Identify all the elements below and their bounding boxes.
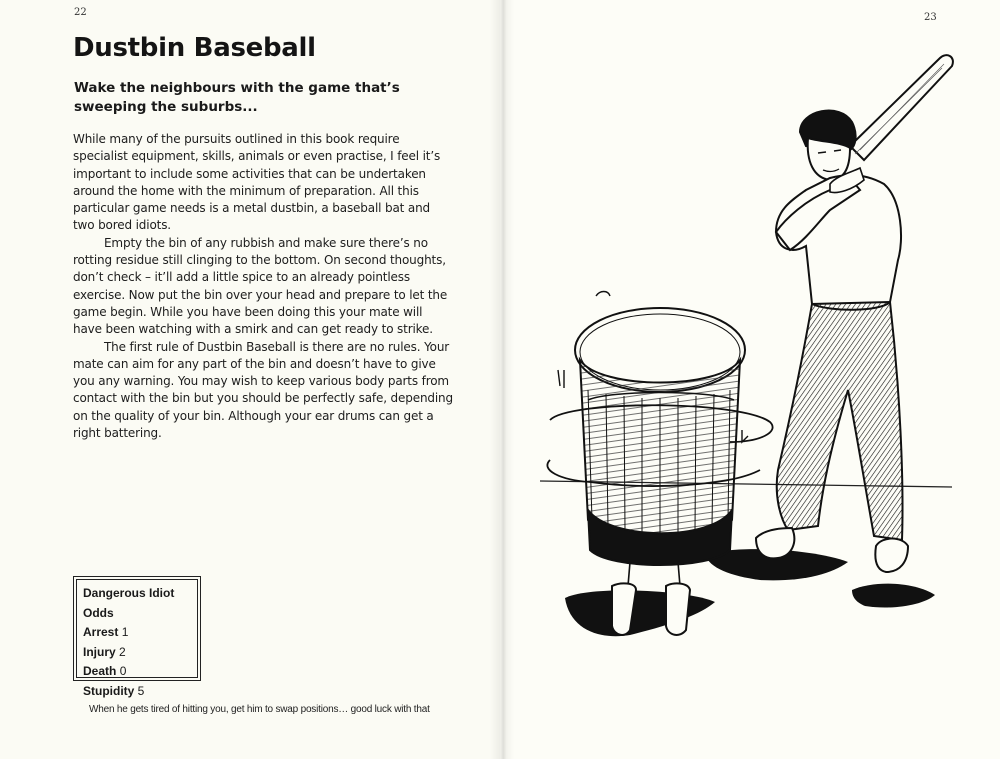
odds-box (73, 576, 201, 698)
batter-figure (756, 111, 908, 572)
page-number-left: 22 (74, 7, 87, 18)
odds-row-death (83, 662, 197, 682)
odds-label: Stupidity (83, 683, 138, 698)
dustbin-baseball-illustration (530, 50, 970, 670)
odds-row-injury (83, 643, 197, 663)
odds-value: 0 (119, 664, 127, 679)
dustbin (547, 308, 772, 635)
baseball-bat (850, 55, 953, 160)
paragraph-1: While many of the pursuits outlined in this book require specialist equipment, skills, animals or even practise, I feel it’s important to include some activities that can be undertaken around the home with the minimum of preparation. All this particular game needs is a metal dustbin, a baseball bat and two bored idiots. (73, 132, 441, 233)
odds-value: 2 (119, 644, 126, 659)
illustration-caption: When he gets tired of hitting you, get him to swap positions… good luck with that (89, 704, 430, 715)
odds-row-stupidity (83, 682, 197, 702)
odds-heading: Dangerous Idiot Odds (83, 586, 175, 620)
page-title: Dustbin Baseball (73, 33, 316, 63)
book-gutter (490, 0, 514, 759)
odds-label: Death (83, 664, 120, 679)
odds-label: Injury (83, 644, 120, 659)
paragraph-3: The first rule of Dustbin Baseball is there are no rules. Your mate can aim for any part of the bin and doesn’t have to give you any warning. You may wish to keep various body parts from contact with the bin but you should be perfectly safe, depending on the quality of your bin. Although your ear drums can get a right battering. (73, 339, 453, 441)
odds-label: Arrest (83, 625, 122, 640)
odds-value: 5 (137, 683, 145, 698)
paragraph-2: Empty the bin of any rubbish and make sure there’s no rotting residue still clinging to the bottom. On second thoughts, don’t check – it’ll add a little spice to an already pointless exercise. Now put the bin over your head and prepare to let the game begin. While you have been doing this your mate will have been watching with a smirk and can get ready to strike. (73, 235, 448, 337)
page-number-right: 23 (924, 12, 937, 23)
body-text (73, 131, 453, 442)
odds-value: 1 (121, 625, 129, 640)
page-subtitle: Wake the neighbours with the game that’s sweeping the suburbs... (74, 80, 400, 115)
odds-row-arrest (83, 623, 197, 643)
